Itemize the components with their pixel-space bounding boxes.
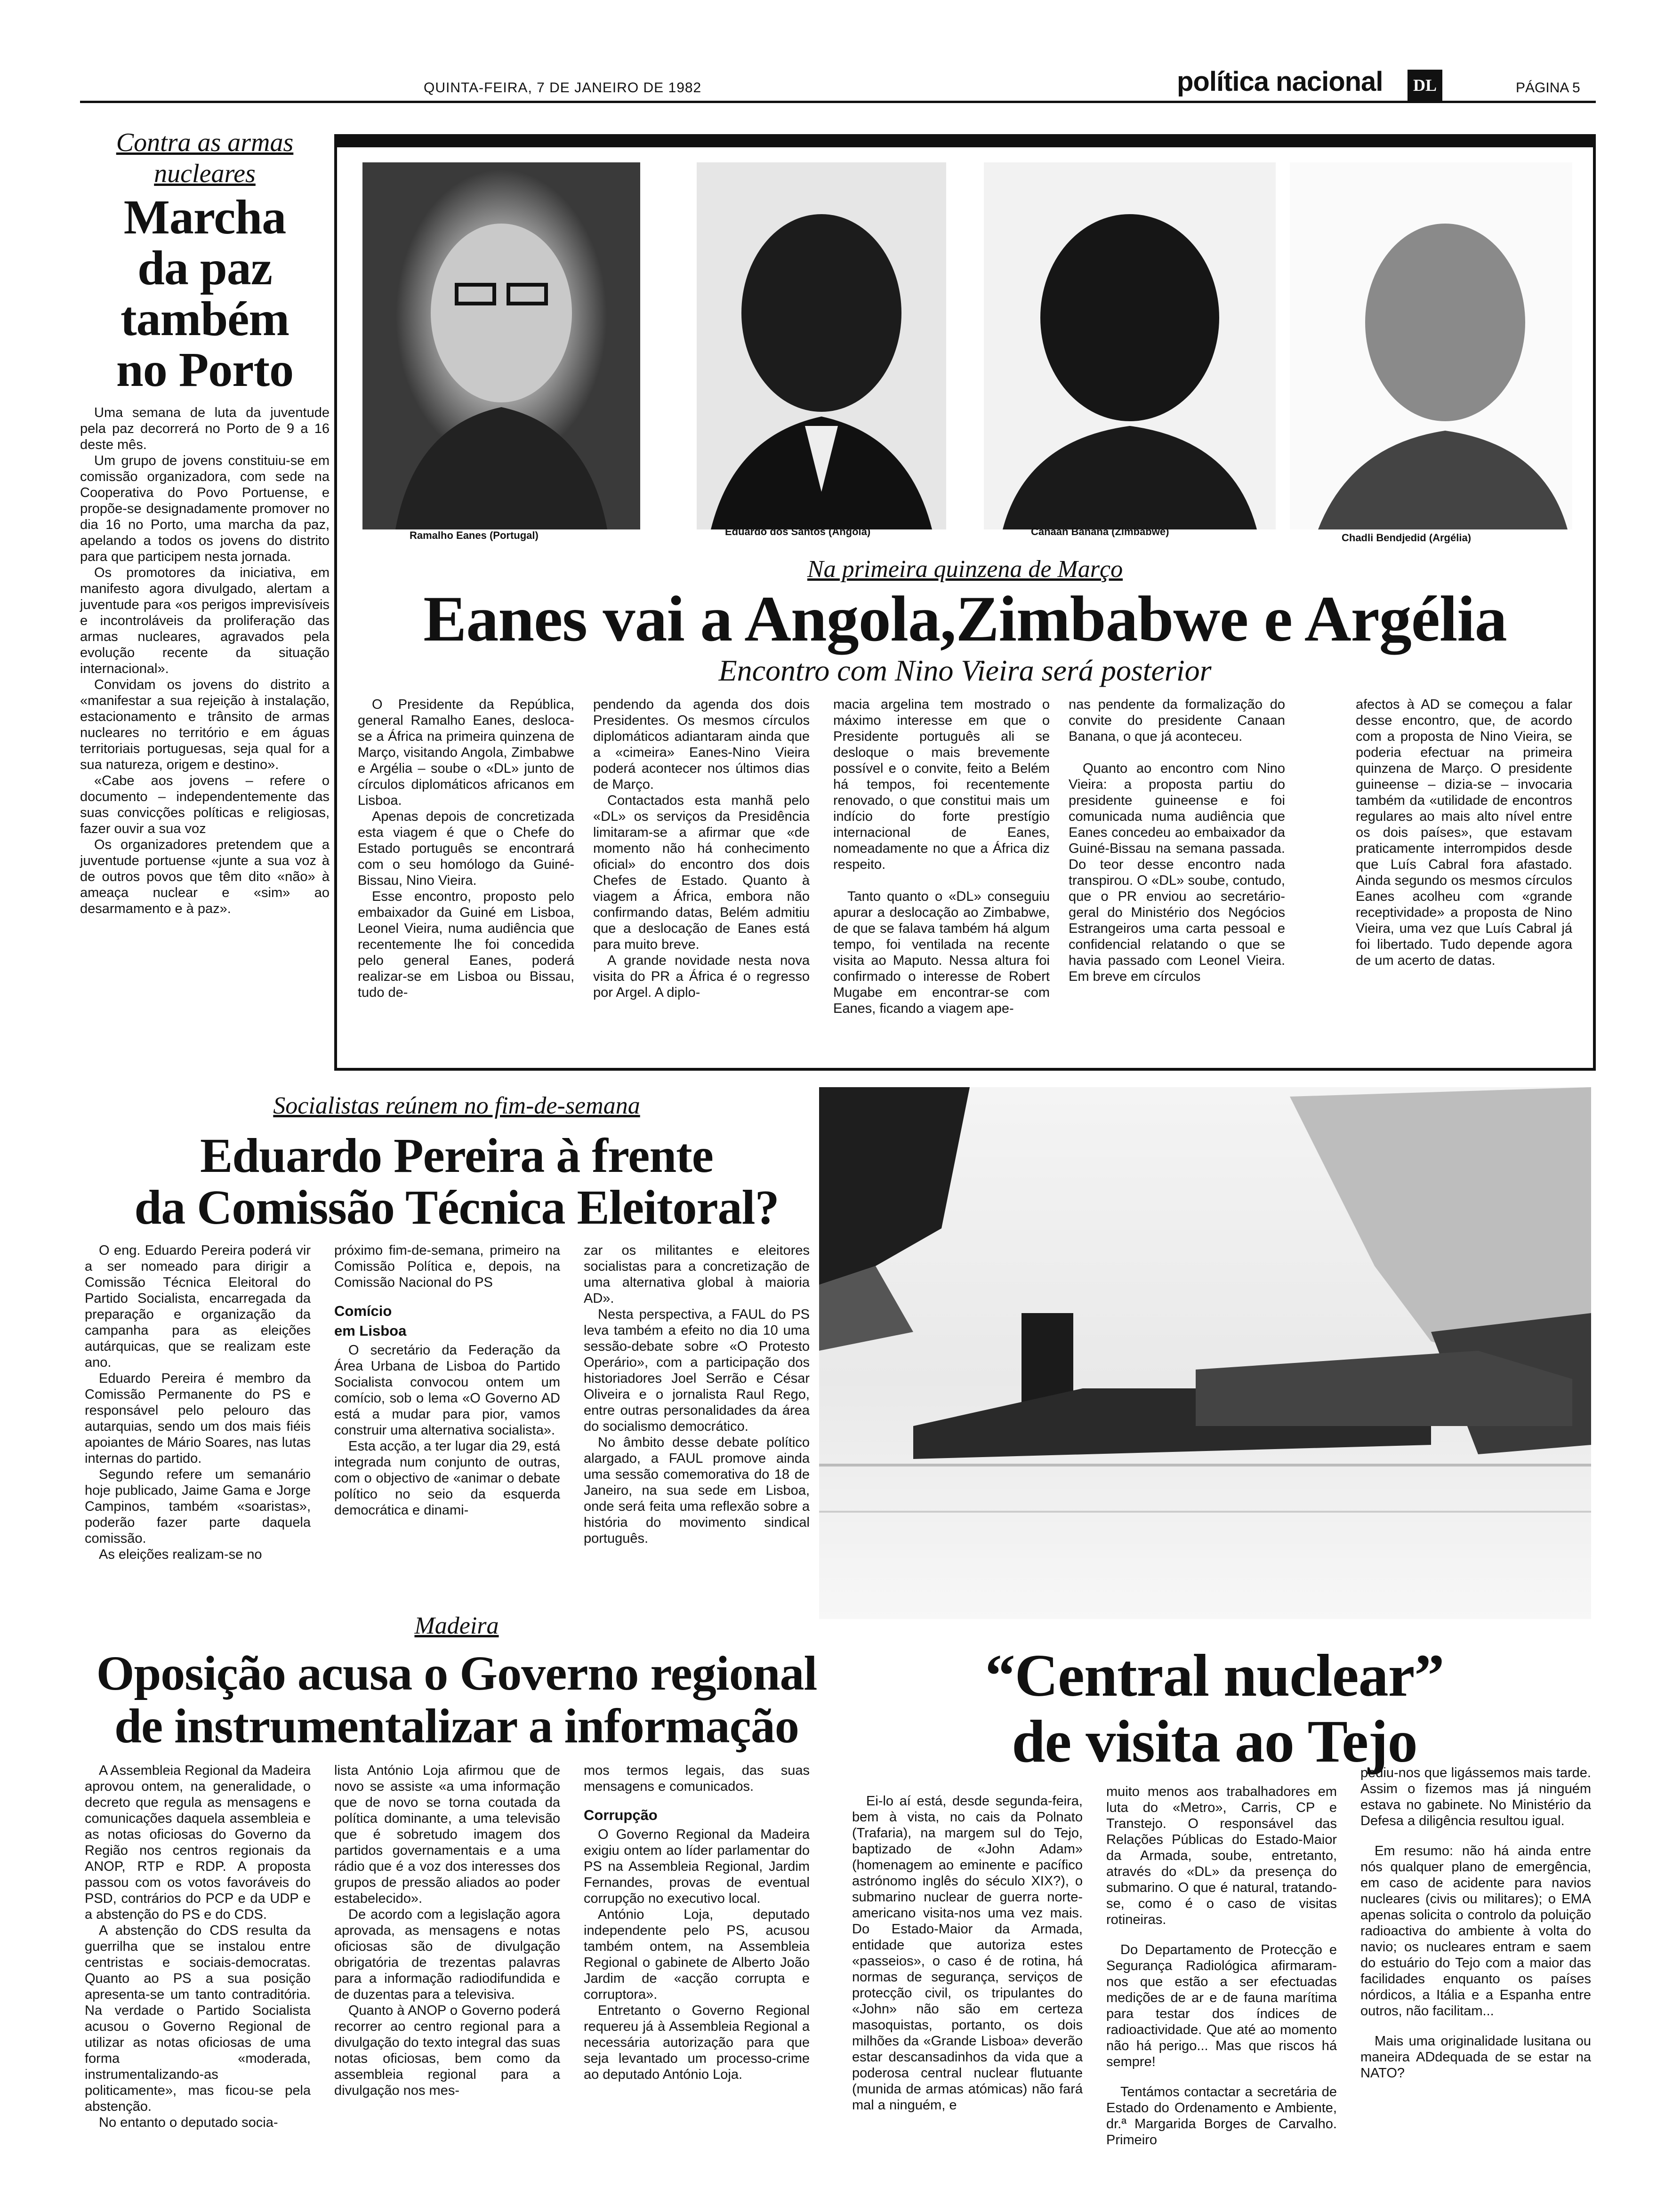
paragraph: A abstenção do CDS resulta da guerrilha que se instalou entre centristas e sociais-democratas. Quanto ao PS a sua posição apresenta-se um tanto contraditória. Na verdade o Partido Socialista acusou o Governo Regional de utilizar as notas oficiosas de uma forma «moderada, instrumentalizando-as politicamente», mas ficou-se pela abstenção. xyxy=(85,1923,311,2114)
paragraph: Tanto quanto o «DL» conseguiu apurar a deslocação ao Zimbabwe, de que se falava também há algum tempo, foi ventilada na recente visita ao Maputo. Nessa altura foi confirmado o interesse de Robert Mugabe em encontrar-se com Eanes, ficando a viagem ape- xyxy=(833,889,1050,1016)
paragraph: pediu-nos que ligássemos mais tarde. Assim o fizemos mas já ninguém estava no gabinete. No Ministério da Defesa a diligência resultou igual. xyxy=(1360,1765,1591,1828)
dl-logo-text: DL xyxy=(1413,76,1437,95)
subhead-corrupcao: Corrupção xyxy=(584,1807,658,1823)
paragraph: Nesta perspectiva, a FAUL do PS leva também a efeito no dia 10 uma sessão-debate sobre «O Protesto Operário», com a participação dos historiadores Joel Serrão e César Oliveira e o jornalista Raul Rego, entre outras personalidades da área do socialismo democrático. xyxy=(584,1307,810,1434)
paragraph: Um grupo de jovens constituiu-se em comissão organizadora, com sede na Cooperativa do Povo Portuense, e propõe-se designadamente promover no dia 16 no Porto, uma marcha da paz, apelando a todos os jovens do distrito para que participem nesta jornada. xyxy=(80,453,330,564)
pereira-col-2 xyxy=(334,1242,560,1581)
caption-eanes: Ramalho Eanes (Portugal) xyxy=(410,529,539,541)
paragraph: Esta acção, a ter lugar dia 29, está integrada num conjunto de outras, com o objectivo de «animar o debate político no seio da esquerda democrática e dinami- xyxy=(334,1439,560,1518)
masthead-rule xyxy=(80,101,1596,103)
pereira-col-1 xyxy=(85,1242,311,1581)
masthead-date: QUINTA-FEIRA, 7 DE JANEIRO DE 1982 xyxy=(424,80,702,96)
kicker-eanes: Na primeira quinzena de Março xyxy=(807,556,1123,583)
paragraph: De acordo com a legislação agora aprovada, as mensagens e notas oficiosas são de divulgação obrigatória de trezentas palavras para a informação radiodifundida e de duzentas para a televisiva. xyxy=(334,1907,560,2002)
article-body-marcha xyxy=(80,405,330,917)
paragraph: O secretário da Federação da Área Urbana de Lisboa do Partido Socialista convocou ontem um comício, sob o lema «O Governo AD está a mudar para pior, vamos construir uma alternativa socialista». xyxy=(334,1343,560,1438)
paragraph: A Assembleia Regional da Madeira aprovou ontem, na generalidade, o decreto que regula as mensagens e comunicações daquela assembleia e as notas oficiosas do Governo da Região nos centros regionais da ANOP, RTP e RDP. A proposta passou com os votos favoráveis do PSD, contrários do PCP e da UDP e a abstenção do PS e do CDS. xyxy=(85,1763,311,1922)
paragraph: Esse encontro, proposto pelo embaixador da Guiné em Lisboa, Leonel Vieira, numa audiência que recentemente lhe foi concedida pelo general Eanes, poderá realizar-se em Lisboa ou Bissau, tudo de- xyxy=(358,889,574,1000)
box-top-bar xyxy=(334,134,1596,147)
kicker-marcha-l2: nucleares xyxy=(154,159,256,188)
madeira-col-3 xyxy=(584,1763,810,2205)
paragraph: lista António Loja afirmou que de novo se assiste «a uma informação que de novo se torna coutada da política dominante, a uma televisão que é sobretudo imagem dos partidos governamentais e a uma rádio que é a voz dos interesses dos grupos de pressão aliados ao poder estabelecido». xyxy=(334,1763,560,1906)
portrait-chadli-bendjedid xyxy=(1290,162,1572,529)
paragraph: zar os militantes e eleitores socialistas para a concretização de uma alternativa global à maioria AD». xyxy=(584,1243,810,1306)
subheadline-eanes: Encontro com Nino Vieira será posterior xyxy=(718,654,1212,687)
paragraph: Convidam os jovens do distrito a «manifestar a sua rejeição à instalação, estacionamento e trânsito de armas nucleares no território e em águas territoriais portuguesas, seja qual for a sua natureza, origem e destino». xyxy=(80,677,330,772)
paragraph: Eduardo Pereira é membro da Comissão Permanente do PS e responsável pelo pelouro das autarquias, sendo um dos mais fiéis apoiantes de Mário Soares, nas lutas internas do partido. xyxy=(85,1371,311,1466)
headline-madeira-l2: de instrumentalizar a informação xyxy=(114,1699,799,1753)
portrait-canaan-banana xyxy=(984,162,1276,529)
paragraph: nas pendente da formalização do convite do presidente Canaan Banana, o que já aconteceu. xyxy=(1069,697,1285,744)
paragraph: Uma semana de luta da juventude pela paz decorrerá no Porto de 9 a 16 deste mês. xyxy=(80,405,330,452)
headline-pereira-l2: da Comissão Técnica Eleitoral? xyxy=(134,1180,779,1234)
paragraph: O eng. Eduardo Pereira poderá vir a ser nomeado para dirigir a Comissão Técnica Eleitoral do Partido Socialista, encarregada da preparação e organização da campanha para as eleições autárquicas, que se realizam este ano. xyxy=(85,1243,311,1370)
paragraph: Quanto ao encontro com Nino Vieira: a proposta partiu do presidente guineense e foi comunicada numa audiência que Eanes concedeu ao embaixador da Guiné-Bissau na semana passada. Do teor desse encontro nada transpirou. O «DL» soube, contudo, que o PR enviou ao secretário-geral do Ministério dos Negócios Estrangeiros uma carta pessoal e confidencial relatando o que se havia passado com Leonel Vieira. Em breve em círculos xyxy=(1069,761,1285,984)
paragraph: Segundo refere um semanário hoje publicado, Jaime Gama e Jorge Campinos, também «soaristas», poderão fazer parte daquela comissão. xyxy=(85,1467,311,1546)
paragraph: Mais uma originalidade lusitana ou maneira ADdequada de se estar na NATO? xyxy=(1360,2034,1591,2081)
portrait-silhouette-icon xyxy=(1290,162,1572,529)
caption-dos-santos: Eduardo dos Santos (Angola) xyxy=(725,526,871,537)
paragraph: próximo fim-de-semana, primeiro na Comissão Política e, depois, na Comissão Nacional do PS xyxy=(334,1243,560,1290)
paragraph: No entanto o deputado socia- xyxy=(99,2115,278,2130)
paragraph: «Cabe aos jovens – refere o documento – independentemente das suas convicções políticas e religiosas, fazer ouvir a sua voz xyxy=(80,773,330,836)
eanes-col-1 xyxy=(358,697,574,1064)
headline-tejo-l2: de visita ao Tejo xyxy=(1012,1708,1417,1775)
portrait-silhouette-icon xyxy=(362,162,640,529)
paragraph: As eleições realizam-se no xyxy=(99,1547,262,1562)
subhead-comicio-l1: Comício xyxy=(334,1303,392,1319)
headline-pereira-l1: Eduardo Pereira à frente xyxy=(200,1129,713,1183)
headline-tejo-l1: “Central nuclear” xyxy=(985,1642,1444,1709)
eanes-col-4 xyxy=(1069,697,1285,1064)
portrait-silhouette-icon xyxy=(697,162,946,529)
paragraph: afectos à AD se começou a falar desse encontro, que, de acordo com a proposta de Nino Vieira, se poderia efectuar na primeira quinzena de Março. O presidente guineense – dizia-se – invocaria também da «utilidade de encontros regulares ao mais alto nível entre os dois países», que estavam praticamente interrompidos desde que Luís Cabral fora afastado. Ainda segundo os mesmos círculos Eanes acolheu com «grande receptividade» a proposta de Nino Vieira, uma vez que Luís Cabral já foi libertado. Tudo depende agora de um acerto de datas. xyxy=(1356,697,1572,968)
pereira-col-3 xyxy=(584,1242,810,1581)
headline-marcha-l4: no Porto xyxy=(116,343,294,397)
paragraph: A grande novidade nesta nova visita do PR a África é o regresso por Argel. A diplo- xyxy=(593,953,810,1000)
paragraph: O Presidente da República, general Ramalho Eanes, desloca-se a África na primeira quinzena de Março, visitando Angola, Zimbabwe e Argélia – soube o «DL» junto de círculos diplomáticos africanos em Lisboa. xyxy=(358,697,574,808)
paragraph: Contactados esta manhã pelo «DL» os serviços da Presidência limitaram-se a afirmar que «de momento não há conhecimento oficial» do encontro dos dois Chefes de Estado. Quanto à viagem a África, embora não confirmando datas, Belém admitiu que a deslocação de Eanes está para muito breve. xyxy=(593,793,810,952)
eanes-col-5 xyxy=(1356,697,1572,1064)
paragraph: Do Departamento de Protecção e Segurança Radiológica afirmaram-nos que estão a ser efectuadas medições de ar e de fauna marítima para testar dos índices de radioactividade. Que até ao momento não há perigo... Mas que riscos há sempre! xyxy=(1106,1942,1337,2069)
portrait-silhouette-icon xyxy=(984,162,1276,529)
headline-marcha-l1: Marcha xyxy=(123,190,286,244)
article-marcha xyxy=(80,127,330,1068)
eanes-col-3 xyxy=(833,697,1050,1064)
paragraph: muito menos aos trabalhadores em luta do «Metro», Carris, CP e Transtejo. O responsável das Relações Públicas do Estado-Maior da Armada, soube, entretanto, através do «DL» da presença do submarino. O que é natural, tratando-se, como é o caso de visitas rotineiras. xyxy=(1106,1784,1337,1927)
madeira-col-2 xyxy=(334,1763,560,2205)
section-title: política nacional xyxy=(1177,66,1383,97)
kicker-pereira: Socialistas reúnem no fim-de-semana xyxy=(273,1092,640,1119)
headline-eanes: Eanes vai a Angola,Zimbabwe e Argélia xyxy=(423,583,1507,655)
paragraph: Quanto à ANOP o Governo poderá recorrer ao centro regional para a divulgação do texto integral das suas notas oficiosas, bem como da assembleia regional para a divulgação nos mes- xyxy=(334,2003,560,2098)
paragraph: Apenas depois de concretizada esta viagem é que o Chefe do Estado português se encontrará com o seu homólogo da Guiné-Bissau, Nino Vieira. xyxy=(358,809,574,888)
paragraph: Ei-lo aí está, desde segunda-feira, bem à vista, no cais da Polnato (Trafaria), na margem sul do Tejo, baptizado de «John Adam» (homenagem ao eminente e pacífico astrónomo inglês do século XIX?), o submarino nuclear de guerra norte-americano visita-nos uma vez mais. Do Estado-Maior da Armada, entidade que autoriza estes «passeios», o caso é de rotina, há normas de segurança, serviços de protecção civil, os tripulantes do «John» não são em certeza masoquistas, portanto, os dois milhões da «Grande Lisboa» deverão estar descansadinhos da vida que a poderosa central nuclear flutuante (munida de armas atómicas) não fará mal a ninguém, e xyxy=(852,1794,1083,2113)
tejo-col-3 xyxy=(1360,1765,1591,2207)
tejo-col-1 xyxy=(852,1793,1083,2207)
portrait-eduardo-dos-santos xyxy=(697,162,946,529)
photo-submarine xyxy=(819,1087,1591,1619)
subhead-comicio-l2: em Lisboa xyxy=(334,1322,407,1339)
paragraph: Os promotores da iniciativa, em manifesto agora divulgado, alertam a juventude para «os perigos imprevisíveis e incontroláveis da proliferação das armas nucleares, agravados pela evolução recente da situação internacional». xyxy=(80,565,330,676)
paragraph: Tentámos contactar a secretária de Estado do Ordenamento e Ambiente, dr.ª Margarida Borges de Carvalho. Primeiro xyxy=(1106,2084,1337,2148)
madeira-col-1 xyxy=(85,1763,311,2205)
paragraph: António Loja, deputado independente pelo PS, acusou também ontem, na Assembleia Regional o gabinete de Alberto João Jardim de «acção corrupta e corruptora». xyxy=(584,1907,810,2002)
headline-madeira-l1: Oposição acusa o Governo regional xyxy=(96,1646,817,1700)
dl-logo xyxy=(1408,70,1442,101)
paragraph: macia argelina tem mostrado o máximo interesse em que o Presidente português ali se desloque o mais brevemente possível e o convite, feito a Belém há tempos, foi recentemente renovado, o que constitui mais um indício do forte prestígio internacional de Eanes, nomeadamente no que a África diz respeito. xyxy=(833,697,1050,872)
portrait-ramalho-eanes xyxy=(362,162,640,529)
kicker-madeira: Madeira xyxy=(414,1612,499,1639)
page-number: PÁGINA 5 xyxy=(1516,80,1580,96)
headline-marcha-l3: também xyxy=(121,292,289,346)
eanes-col-2 xyxy=(593,697,810,1064)
paragraph: pendendo da agenda dos dois Presidentes. Os mesmos círculos diplomáticos adiantaram ainda que a «cimeira» Eanes-Nino Vieira poderá acontecer nos últimos dias de Março. xyxy=(593,697,810,792)
paragraph: Entretanto o Governo Regional requereu já à Assembleia Regional a necessária autorização para que seja levantado um processo-crime ao deputado António Loja. xyxy=(584,2003,810,2082)
tejo-col-2 xyxy=(1106,1784,1337,2207)
paragraph: No âmbito desse debate político alargado, a FAUL promove ainda uma sessão comemorativa do 18 de Janeiro, na sua sede em Lisboa, onde será feita uma reflexão sobre a história do movimento sindical português. xyxy=(584,1435,810,1546)
headline-marcha-l2: da paz xyxy=(137,241,272,295)
paragraph: Em resumo: não há ainda entre nós qualquer plano de emergência, em caso de acidente para navios nucleares (civis ou militares); o EMA apenas solicita o controlo da poluição radioactiva do ambiente à volta do navio; os nucleares entram e saem do estuário do Tejo com a maior das facilidades enquanto os países nórdicos, a Itália e a Espanha entre outros, não facilitam... xyxy=(1360,1843,1591,2019)
caption-banana: Canaan Banana (Zimbabwe) xyxy=(1031,526,1169,537)
kicker-marcha-l1: Contra as armas xyxy=(116,128,294,157)
paragraph: O Governo Regional da Madeira exigiu ontem ao líder parlamentar do PS na Assembleia Regional, Jardim Fernandes, provas de eventual corrupção no executivo local. xyxy=(584,1827,810,1906)
paragraph: Os organizadores pretendem que a juventude portuense «junte a sua voz à de outros povos que têm dito «não» à ameaça nuclear e «sim» ao desarmamento e à paz». xyxy=(80,837,330,916)
caption-bendjedid: Chadli Bendjedid (Argélia) xyxy=(1342,532,1472,544)
paragraph: mos termos legais, das suas mensagens e comunicados. xyxy=(584,1763,810,1794)
submarine-scene-icon xyxy=(819,1087,1591,1619)
